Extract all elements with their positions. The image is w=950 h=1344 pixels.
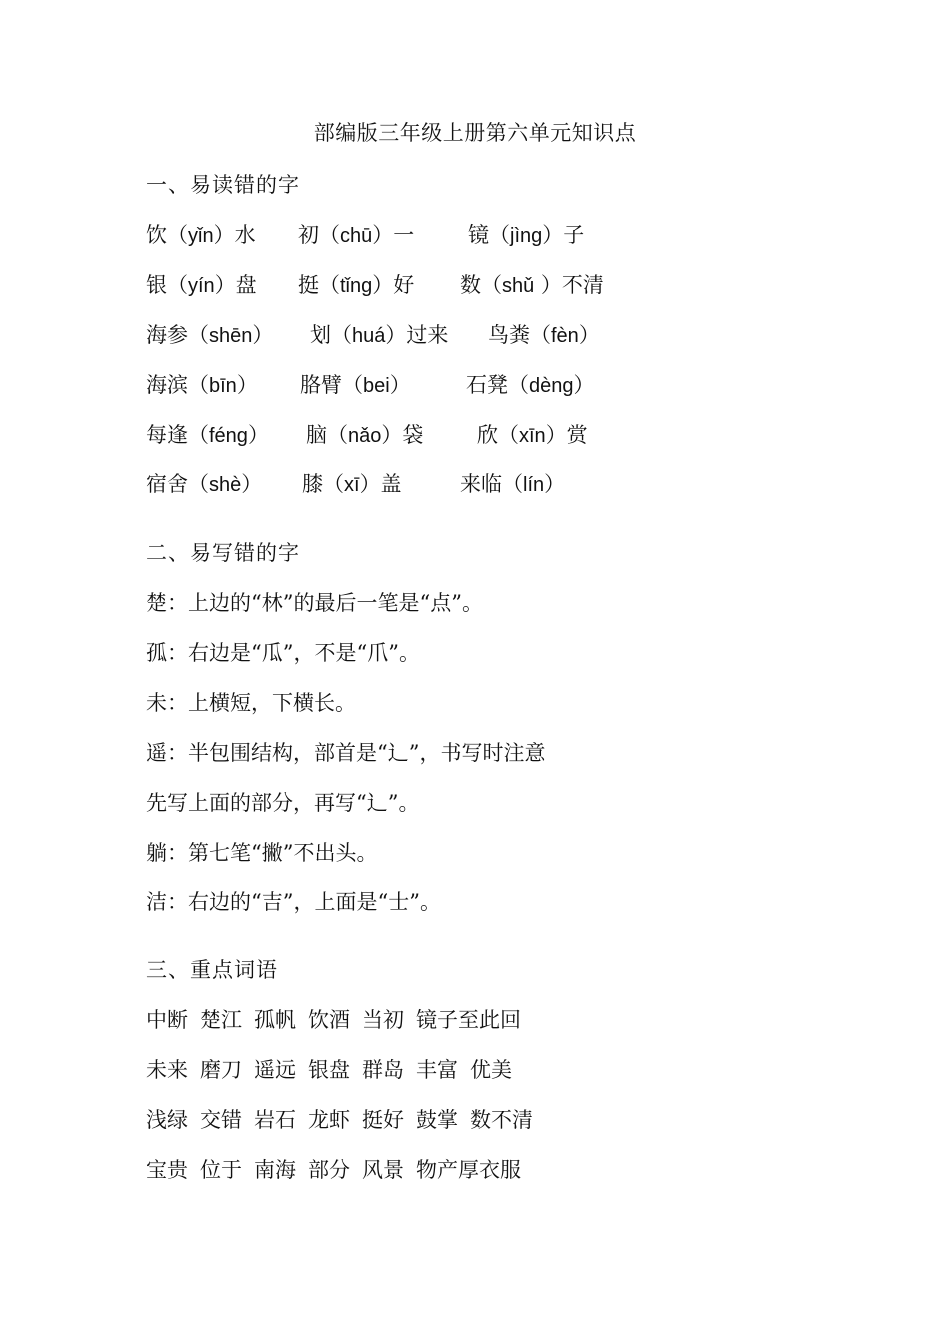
key-word: 岩石 <box>254 1108 296 1132</box>
entry-char: 鸟粪（ <box>488 323 551 347</box>
key-word: 当初 <box>362 1008 404 1032</box>
entry-suffix: ）一 <box>372 223 415 247</box>
misread-entry <box>306 420 423 451</box>
entry-pinyin: yǐn <box>188 225 214 247</box>
entry-pinyin: bei <box>363 375 390 397</box>
key-word: 宝贵 <box>146 1158 188 1182</box>
misread-entry <box>460 270 604 301</box>
key-word: 风景 <box>362 1158 404 1182</box>
miswritten-line: 躺：第七笔“撇”不出头。 <box>146 841 378 865</box>
entry-suffix: ） <box>578 323 600 347</box>
section-heading-key-words: 三、重点词语 <box>146 958 278 982</box>
key-word: 部分 <box>308 1158 350 1182</box>
misread-entry <box>302 469 402 500</box>
entry-suffix: ）好 <box>372 273 415 297</box>
misread-entry <box>460 469 565 500</box>
misread-entry <box>298 270 414 301</box>
key-word: 龙虾 <box>308 1108 350 1132</box>
document-title: 部编版三年级上册第六单元知识点 <box>313 121 637 145</box>
entry-pinyin: jìng <box>510 225 543 247</box>
key-word: 饮酒 <box>308 1008 350 1032</box>
entry-suffix: ） <box>252 323 274 347</box>
entry-suffix: ） <box>544 472 566 496</box>
entry-suffix: ）盖 <box>359 472 402 496</box>
section-heading-miswritten: 二、易写错的字 <box>146 541 300 565</box>
entry-suffix: ）过来 <box>385 323 449 347</box>
key-word: 鼓掌 <box>416 1108 458 1132</box>
entry-char: 欣（ <box>477 423 519 447</box>
entry-pinyin: shè <box>209 474 242 496</box>
entry-pinyin: dèng <box>529 375 574 397</box>
key-word: 浅绿 <box>146 1108 188 1132</box>
key-word: 镜子至此回 <box>416 1008 521 1032</box>
key-word: 中断 <box>146 1008 188 1032</box>
key-word: 交错 <box>200 1108 242 1132</box>
entry-char: 来临（ <box>460 472 523 496</box>
miswritten-line: 洁：右边的“吉”，上面是“士”。 <box>146 890 441 914</box>
key-words-row <box>146 1155 533 1185</box>
entry-suffix: ）袋 <box>381 423 424 447</box>
misread-entry <box>466 370 595 401</box>
entry-char: 饮（ <box>146 223 188 247</box>
misread-entry <box>468 220 584 251</box>
entry-char: 海参（ <box>146 323 209 347</box>
misread-entry <box>488 320 600 351</box>
section-heading-misread: 一、易读错的字 <box>146 173 300 197</box>
misread-entry <box>310 320 448 351</box>
key-word: 银盘 <box>308 1058 350 1082</box>
key-word: 南海 <box>254 1158 296 1182</box>
key-word: 遥远 <box>254 1058 296 1082</box>
key-word: 丰富 <box>416 1058 458 1082</box>
entry-char: 划（ <box>310 323 352 347</box>
miswritten-line: 先写上面的部分，再写“辶”。 <box>146 791 420 815</box>
entry-char: 宿舍（ <box>146 472 209 496</box>
entry-pinyin: nǎo <box>348 425 382 447</box>
entry-pinyin: yín <box>188 275 215 297</box>
entry-suffix: ）不清 <box>534 273 604 297</box>
entry-suffix: ） <box>247 423 269 447</box>
key-words-row <box>146 1005 533 1035</box>
misread-entry <box>300 370 411 401</box>
key-word: 物产厚衣服 <box>416 1158 521 1182</box>
key-word: 磨刀 <box>200 1058 242 1082</box>
entry-suffix: ） <box>573 373 595 397</box>
misread-entry <box>146 420 269 451</box>
entry-char: 镜（ <box>468 223 510 247</box>
key-words-row <box>146 1105 545 1135</box>
entry-char: 数（ <box>460 273 502 297</box>
entry-char: 海滨（ <box>146 373 209 397</box>
entry-suffix: ） <box>236 373 258 397</box>
entry-pinyin: xī <box>344 474 360 496</box>
entry-char: 脑（ <box>306 423 348 447</box>
key-word: 孤帆 <box>254 1008 296 1032</box>
entry-char: 胳臂（ <box>300 373 363 397</box>
key-word: 楚江 <box>200 1008 242 1032</box>
entry-pinyin: lín <box>523 474 545 496</box>
entry-suffix: ）水 <box>213 223 256 247</box>
misread-entry <box>146 469 262 500</box>
key-word: 数不清 <box>470 1108 533 1132</box>
misread-entry <box>298 220 414 251</box>
miswritten-line: 孤：右边是“瓜”，不是“爪”。 <box>146 641 420 665</box>
miswritten-line: 遥：半包围结构，部首是“辶”，书写时注意 <box>146 741 546 765</box>
key-word: 优美 <box>470 1058 512 1082</box>
key-word: 挺好 <box>362 1108 404 1132</box>
key-word: 位于 <box>200 1158 242 1182</box>
key-word: 未来 <box>146 1058 188 1082</box>
misread-entry <box>477 420 588 451</box>
misread-entry <box>146 270 257 301</box>
entry-suffix: ）子 <box>542 223 585 247</box>
key-word: 群岛 <box>362 1058 404 1082</box>
entry-pinyin: shǔ <box>502 275 535 297</box>
entry-char: 挺（ <box>298 273 340 297</box>
entry-char: 每逢（ <box>146 423 209 447</box>
entry-char: 银（ <box>146 273 188 297</box>
misread-entry <box>146 370 258 401</box>
entry-pinyin: xīn <box>519 425 546 447</box>
miswritten-line: 未：上横短，下横长。 <box>146 691 356 715</box>
miswritten-line: 楚：上边的“林”的最后一笔是“点”。 <box>146 591 483 615</box>
entry-pinyin: shēn <box>209 325 253 347</box>
entry-suffix: ） <box>241 472 263 496</box>
entry-char: 膝（ <box>302 472 344 496</box>
entry-suffix: ）赏 <box>545 423 588 447</box>
entry-pinyin: féng <box>209 425 248 447</box>
entry-char: 初（ <box>298 223 340 247</box>
entry-pinyin: bīn <box>209 375 237 397</box>
entry-suffix: ） <box>389 373 411 397</box>
misread-entry <box>146 320 273 351</box>
key-words-row <box>146 1055 524 1085</box>
entry-char: 石凳（ <box>466 373 529 397</box>
entry-pinyin: fèn <box>551 325 579 347</box>
entry-pinyin: huá <box>352 325 386 347</box>
misread-entry <box>146 220 256 251</box>
entry-pinyin: tǐng <box>340 275 373 297</box>
entry-suffix: ）盘 <box>214 273 257 297</box>
entry-pinyin: chū <box>340 225 373 247</box>
